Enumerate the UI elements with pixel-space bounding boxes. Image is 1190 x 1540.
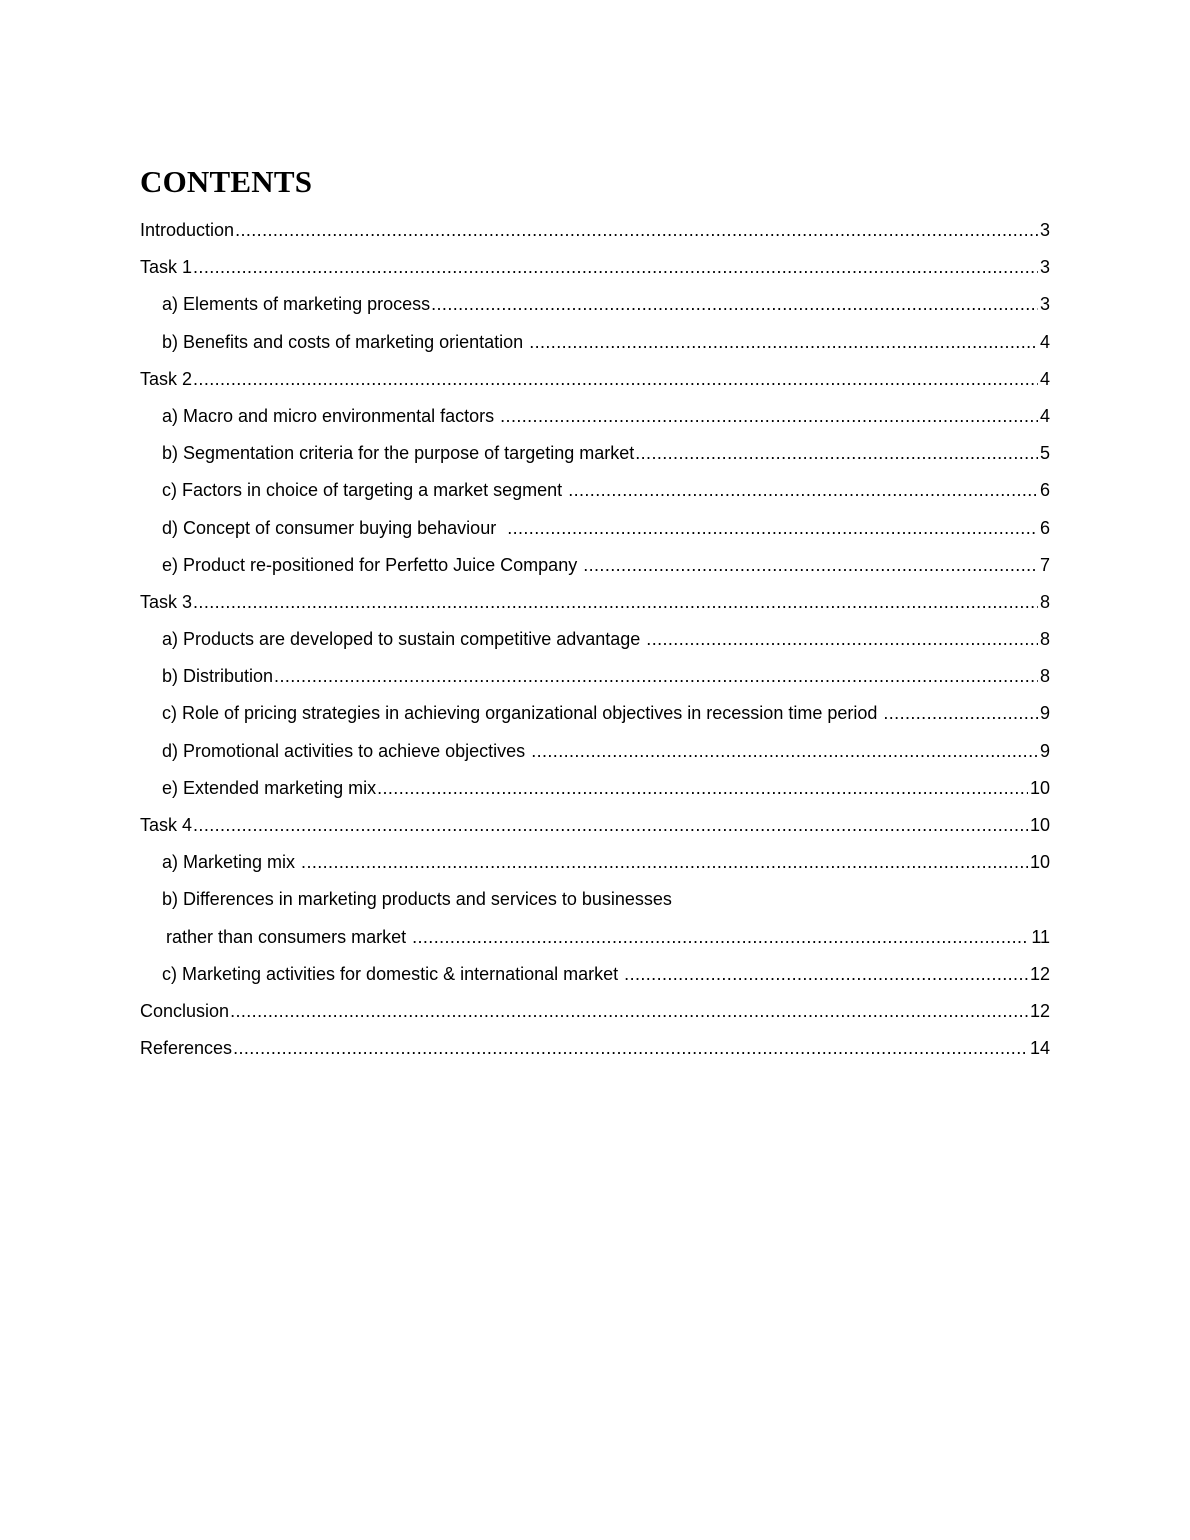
toc-page-number: 12 bbox=[1029, 963, 1050, 984]
toc-entry[interactable] bbox=[140, 956, 1050, 993]
table-of-contents bbox=[140, 212, 1050, 1067]
toc-page-number: 7 bbox=[1039, 554, 1050, 575]
toc-page-number: 11 bbox=[1031, 926, 1050, 947]
toc-entry-title: a) Products are developed to sustain competitive advantage bbox=[162, 629, 646, 650]
toc-entry-title: References bbox=[140, 1038, 233, 1059]
toc-dot-leader bbox=[193, 584, 1038, 621]
toc-heading: CONTENTS bbox=[140, 164, 313, 199]
toc-entry-title: b) Differences in marketing products and services to businesses bbox=[162, 889, 672, 910]
toc-entry[interactable] bbox=[140, 621, 1050, 658]
toc-entry-title: Conclusion bbox=[140, 1000, 230, 1021]
toc-entry-title: b) Segmentation criteria for the purpose of targeting market bbox=[162, 443, 635, 464]
toc-entry[interactable] bbox=[140, 510, 1050, 547]
toc-page-number: 4 bbox=[1039, 368, 1050, 389]
toc-page-number: 8 bbox=[1039, 629, 1050, 650]
toc-entry[interactable] bbox=[140, 919, 1050, 956]
toc-entry[interactable] bbox=[140, 733, 1050, 770]
toc-entry[interactable] bbox=[140, 286, 1050, 323]
toc-page-number: 6 bbox=[1039, 480, 1050, 501]
toc-entry-title: b) Distribution bbox=[162, 666, 274, 687]
toc-dot-leader bbox=[233, 1030, 1028, 1067]
toc-dot-leader bbox=[529, 324, 1038, 361]
toc-page-number: 12 bbox=[1029, 1000, 1050, 1021]
toc-dot-leader bbox=[193, 361, 1038, 398]
toc-page-number: 8 bbox=[1039, 666, 1050, 687]
toc-page-number: 4 bbox=[1039, 331, 1050, 352]
toc-entry[interactable] bbox=[140, 695, 1050, 732]
toc-entry[interactable] bbox=[140, 435, 1050, 472]
toc-page-number: 10 bbox=[1029, 777, 1050, 798]
toc-entry-title: Task 3 bbox=[140, 591, 193, 612]
toc-page-number: 3 bbox=[1039, 257, 1050, 278]
toc-page-number: 10 bbox=[1029, 815, 1050, 835]
toc-dot-leader bbox=[531, 733, 1038, 770]
toc-entry[interactable] bbox=[140, 881, 1050, 918]
toc-dot-leader bbox=[193, 807, 1028, 844]
toc-entry[interactable] bbox=[140, 770, 1050, 807]
toc-dot-leader bbox=[500, 398, 1038, 435]
toc-entry-title: a) Marketing mix bbox=[162, 852, 301, 873]
toc-page-number: 6 bbox=[1039, 517, 1050, 538]
toc-entry-title: a) Macro and micro environmental factors bbox=[162, 405, 500, 426]
toc-dot-leader bbox=[568, 472, 1038, 509]
toc-page-number: 3 bbox=[1039, 294, 1050, 315]
toc-dot-leader bbox=[583, 547, 1038, 584]
toc-dot-leader bbox=[635, 435, 1038, 472]
toc-entry[interactable] bbox=[140, 324, 1050, 361]
toc-entry[interactable] bbox=[140, 398, 1050, 435]
toc-dot-leader bbox=[507, 510, 1038, 547]
toc-dot-leader bbox=[235, 212, 1038, 249]
toc-page-number: 5 bbox=[1039, 443, 1050, 464]
toc-entry-title: Introduction bbox=[140, 220, 235, 240]
toc-dot-leader bbox=[377, 770, 1028, 807]
toc-entry-title: d) Promotional activities to achieve objectives bbox=[162, 740, 531, 761]
toc-entry[interactable] bbox=[140, 361, 1050, 398]
toc-page-number: 9 bbox=[1039, 740, 1050, 761]
toc-dot-leader bbox=[230, 993, 1028, 1030]
toc-entry[interactable] bbox=[140, 584, 1050, 621]
toc-page-number: 3 bbox=[1039, 220, 1050, 240]
toc-dot-leader bbox=[193, 249, 1038, 286]
toc-entry-title: rather than consumers market bbox=[166, 926, 412, 947]
toc-entry[interactable] bbox=[140, 658, 1050, 695]
toc-dot-leader bbox=[883, 695, 1038, 732]
toc-entry-title: c) Role of pricing strategies in achieving organizational objectives in recession time period bbox=[162, 703, 883, 724]
toc-entry[interactable] bbox=[140, 472, 1050, 509]
toc-entry[interactable] bbox=[140, 844, 1050, 881]
toc-entry-title: Task 2 bbox=[140, 368, 193, 389]
toc-entry-title: b) Benefits and costs of marketing orientation bbox=[162, 331, 529, 352]
toc-dot-leader bbox=[646, 621, 1038, 658]
toc-entry-title: a) Elements of marketing process bbox=[162, 294, 431, 315]
toc-page-number: 10 bbox=[1029, 852, 1050, 873]
toc-dot-leader bbox=[624, 956, 1028, 993]
toc-dot-leader bbox=[431, 286, 1038, 323]
toc-entry-title: e) Product re-positioned for Perfetto Juice Company bbox=[162, 554, 583, 575]
toc-entry[interactable] bbox=[140, 212, 1050, 249]
toc-entry-title: Task 1 bbox=[140, 257, 193, 278]
toc-page-number: 14 bbox=[1029, 1038, 1050, 1059]
toc-entry-title: c) Marketing activities for domestic & international market bbox=[162, 963, 624, 984]
toc-entry-title: c) Factors in choice of targeting a market segment bbox=[162, 480, 568, 501]
toc-entry[interactable] bbox=[140, 993, 1050, 1030]
toc-dot-leader bbox=[301, 844, 1028, 881]
toc-page-number: 9 bbox=[1039, 703, 1050, 724]
toc-page-number: 4 bbox=[1039, 405, 1050, 426]
toc-entry[interactable] bbox=[140, 547, 1050, 584]
toc-dot-leader bbox=[412, 919, 1029, 956]
toc-entry-title: Task 4 bbox=[140, 815, 193, 835]
toc-entry-title: d) Concept of consumer buying behaviour bbox=[162, 517, 507, 538]
toc-dot-leader bbox=[274, 658, 1038, 695]
toc-entry[interactable] bbox=[140, 807, 1050, 844]
toc-page-number: 8 bbox=[1039, 591, 1050, 612]
toc-entry[interactable] bbox=[140, 1030, 1050, 1067]
toc-entry[interactable] bbox=[140, 249, 1050, 286]
toc-entry-title: e) Extended marketing mix bbox=[162, 777, 377, 798]
